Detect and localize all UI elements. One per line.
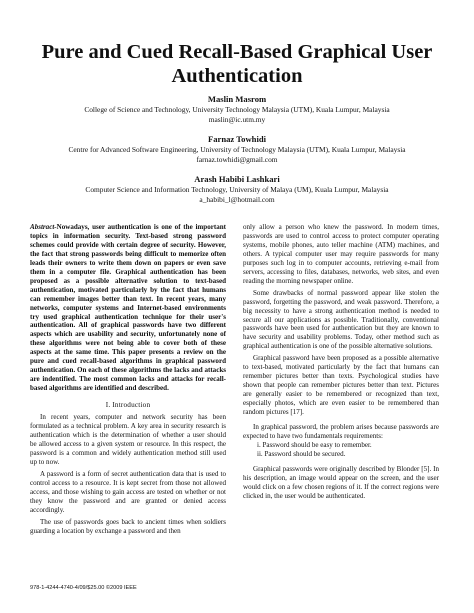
author-block-1 <box>24 94 450 124</box>
title-line-1: Pure and Cued Recall-Based Graphical User <box>41 41 433 63</box>
author-affiliation: Computer Science and Information Technology, University of Malaya (UM), Kuala Lumpur, Malaysia <box>85 185 389 194</box>
paragraph: In recent years, computer and network security has been formulated as a technical problem. A key area in security research is authentication which is the determination of whether a user should be allowed access to a given system or resource. In this respect, the password is a common and widely authentication method still used up to now. <box>30 413 226 466</box>
abstract-label: Abstract- <box>30 223 57 231</box>
author-affiliation: Centre for Advanced Software Engineering, University of Technology Malaysia (UTM), Kuala Lumpur, Malaysia <box>68 145 406 154</box>
section-heading-introduction: I. Introduction <box>105 401 151 410</box>
paragraph: Some drawbacks of normal password appear like stolen the password, forgetting the password, and weak password. Therefore, a big necessity to have a strong authentication method is needed to secure all our applications as possible. Traditionally, conventional passwords have been used for authentication but they are known to have security and usability problems. Today, other method such as graphical authentication is one of the possible alternative solutions. <box>243 288 439 351</box>
author-affiliation: College of Science and Technology, University Technology Malaysia (UTM), Kuala Lumpur, Malaysia <box>84 105 390 114</box>
copyright-footer: 978-1-4244-4740-4/09/$25.00 ©2009 IEEE <box>30 585 137 591</box>
author-name: Maslin Masrom <box>207 94 267 104</box>
list-item: i. Password should be easy to remember. <box>257 440 372 449</box>
paragraph: Graphical password have been proposed as a possible alternative to text-based, motivated particularly by the fact that humans can remember pictures better than texts. Psychological studies have shown that people can remember pictures better than text. Pictures are generally easier to be remembered or recognized than text, especially photos, which are even easier to be remembered than random pictures [17]. <box>243 354 439 417</box>
abstract <box>30 223 226 393</box>
author-name: Farnaz Towhidi <box>207 134 267 144</box>
author-email: maslin@ic.utm.my <box>208 114 266 124</box>
paper-title <box>30 40 444 88</box>
title-line-2: Authentication <box>171 65 303 87</box>
author-email: farnaz.towhidi@gmail.com <box>196 154 278 164</box>
author-block-2 <box>24 134 450 164</box>
paragraph: A password is a form of secret authentication data that is used to control access to a resource. It is kept secret from those not allowed access, and those wishing to gain access are tested on whether or not they know the password and are granted or denied access accordingly. <box>30 469 226 514</box>
paragraph: Graphical passwords were originally described by Blonder [5]. In his description, an image would appear on the screen, and the user would click on a few chosen regions of it. If the correct regions were clicked in, the user would be authenticated. <box>243 464 439 500</box>
abstract-text: Nowadays, user authentication is one of the important topics in information security. Text-based strong password schemes could provide with certain degree of security. However, the fact that strong passwords being difficult to memorize often leads their owners to write them down on papers or even save them in a computer file. Graphical authentication has been proposed as a possible alternative solution to text-based authentication, motivated particularly by the fact that humans can remember images better than text. In recent years, many networks, computer systems and Internet-based environments try used graphical authentication technique for their user's authentication. All of graphical passwords have two different aspects which are usability and security, unfortunately none of these algorithms were not being able to cover both of these aspects at the same time. This paper presents a review on the pure and cued recall-based algorithms in graphical password authentication. On each of these algorithms the lacks and attacks are indentified. The most common lacks and attacks for recall-based algorithms are identified and described. <box>30 223 226 393</box>
requirements-list <box>243 441 439 459</box>
author-block-3 <box>24 174 450 204</box>
paragraph: only allow a person who knew the password. In modern times, passwords are used to control access to protect computer operating systems, mobile phones, auto teller machine (ATM) machines, and others. A typical computer user may require passwords for many purposes such log in to computer accounts, retrieving e-mail from servers, accessing to files, databases, networks, web sites, and even reading the morning newspaper online. <box>243 223 439 285</box>
list-item: ii. Password should be secured. <box>257 449 346 458</box>
paragraph: In graphical password, the problem arises because passwords are expected to have two fundamentals requirements: <box>243 423 439 440</box>
author-email: a_habibi_l@hotmail.com <box>199 194 275 204</box>
left-column <box>30 223 226 535</box>
paragraph: The use of passwords goes back to ancient times when soldiers guarding a location by exchange a password and then <box>30 517 226 535</box>
author-name: Arash Habibi Lashkari <box>194 174 280 184</box>
right-column <box>243 223 439 501</box>
